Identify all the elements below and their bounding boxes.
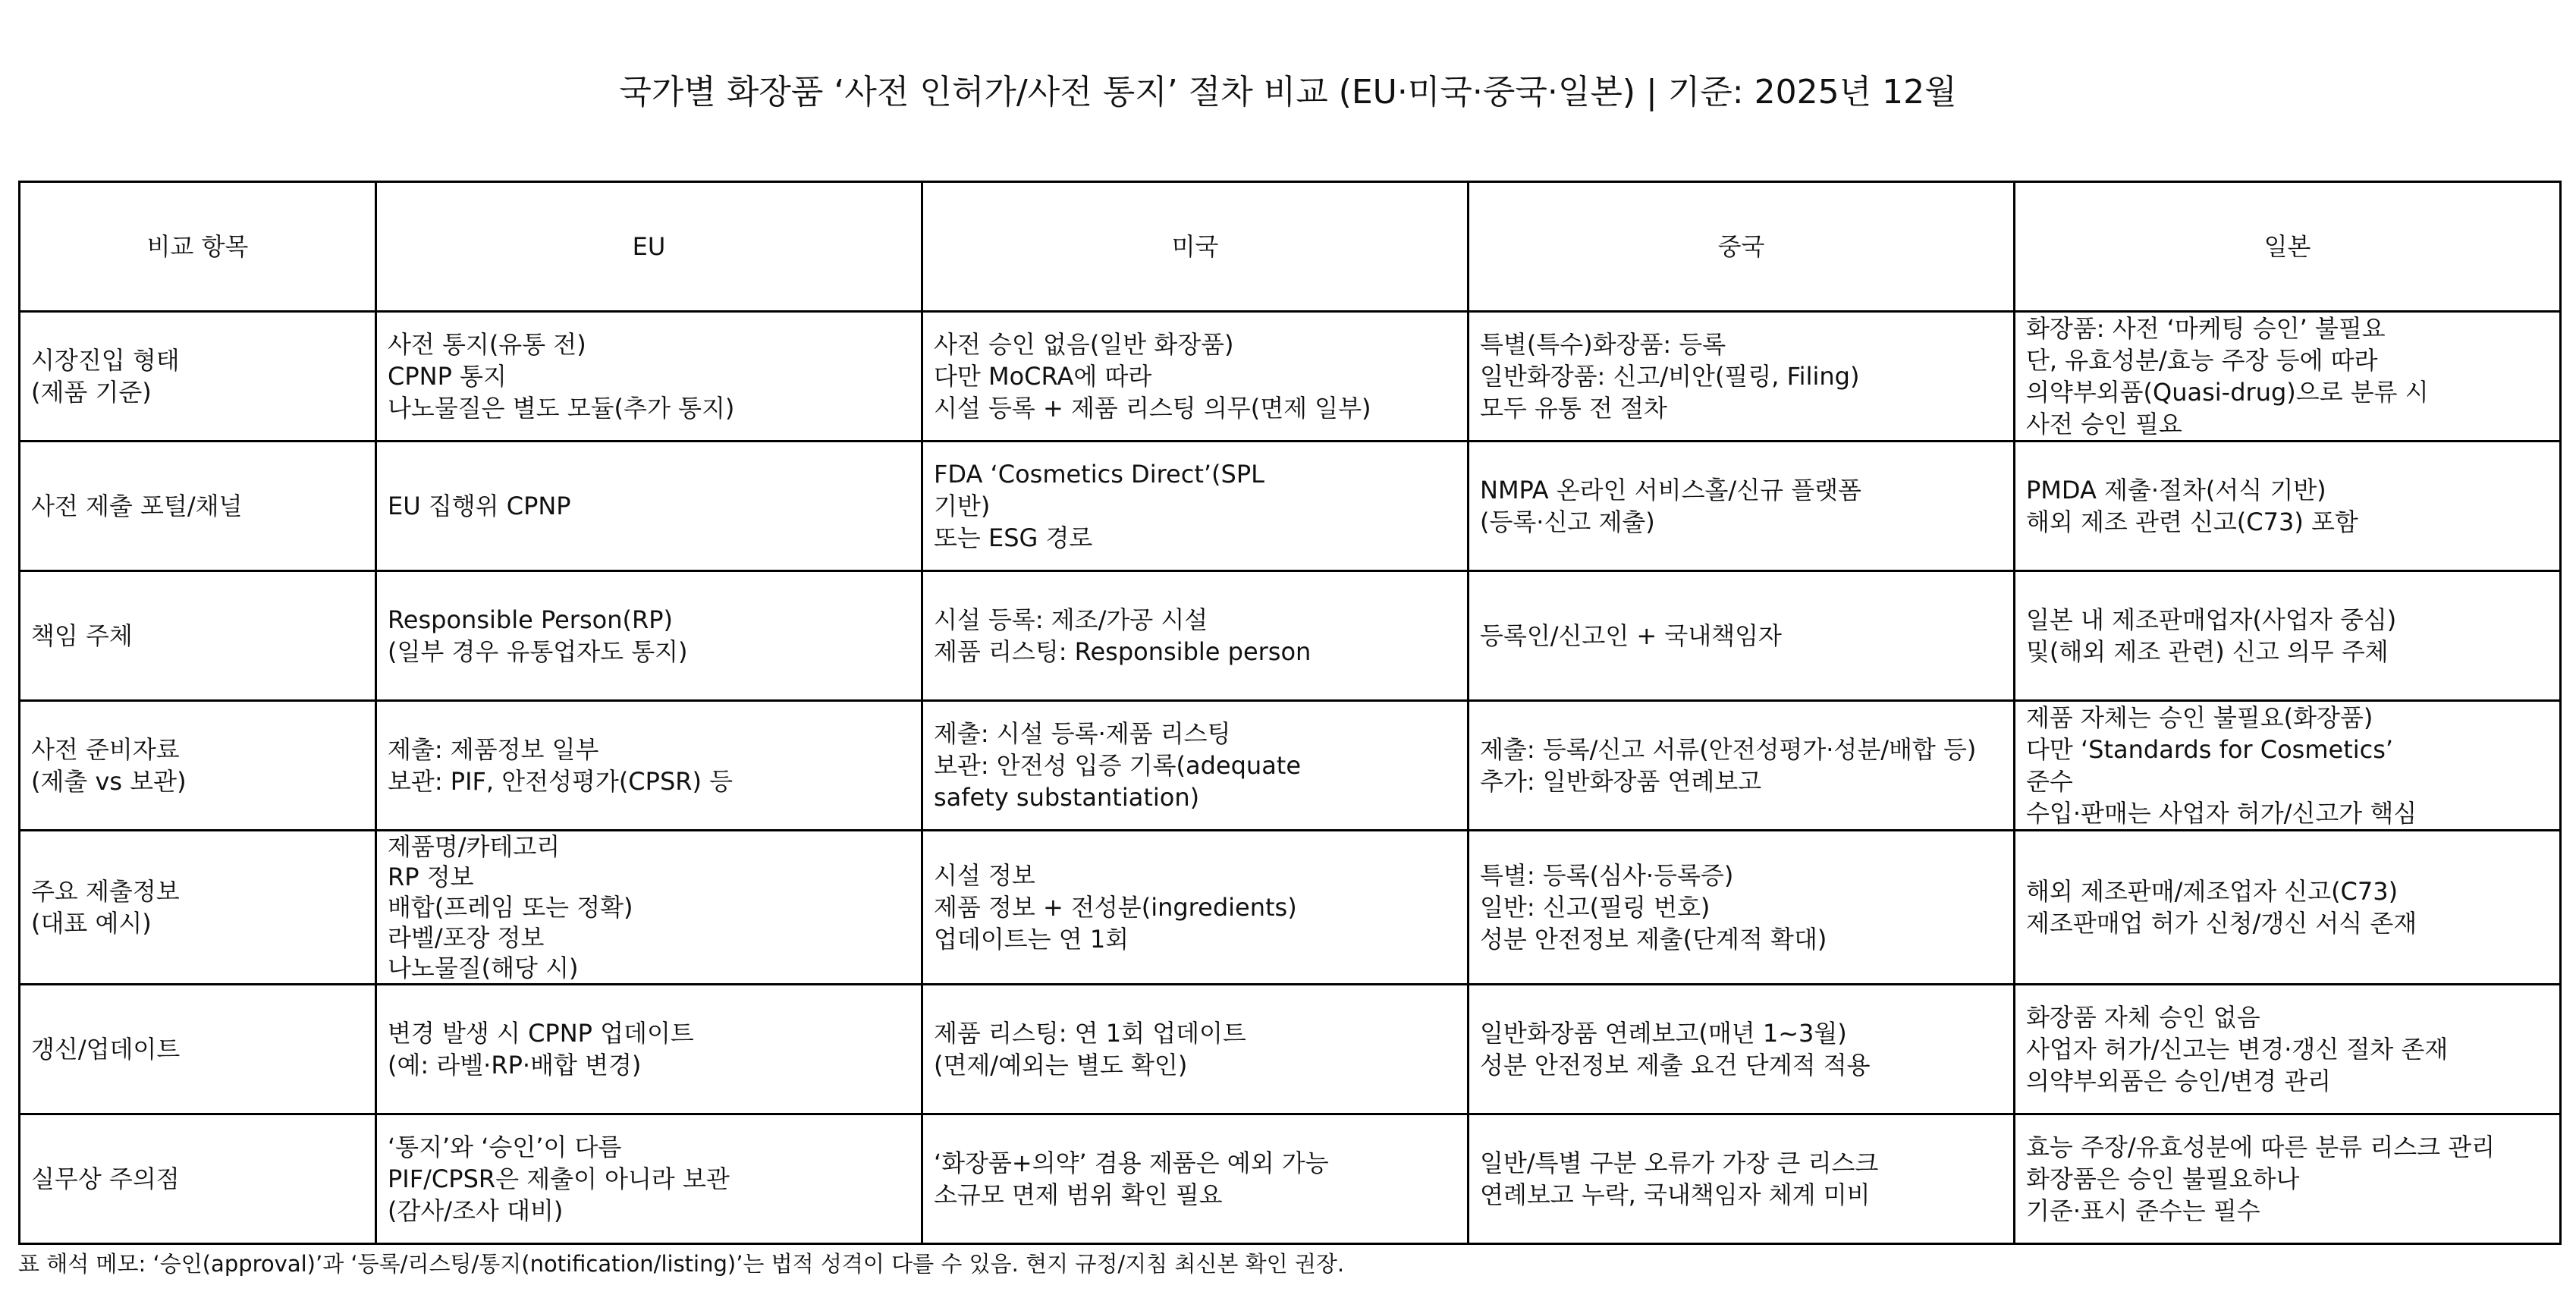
cell-line: 보관: PIF, 안전성평가(CPSR) 등 [388, 767, 734, 796]
cell-line: 추가: 일반화장품 연례보고 [1480, 767, 1762, 796]
cell-line: PMDA 제출·절차(서식 기반) [2026, 476, 2326, 504]
cell-text [1480, 1017, 2003, 1081]
cell-text [388, 734, 910, 797]
comparison-item-cell [20, 442, 376, 571]
cell-line: 제품 정보 + 전성분(ingredients) [934, 893, 1297, 922]
cell-line: 시설 등록: 제조/가공 시설 [934, 605, 1208, 634]
japan-cell [2015, 985, 2561, 1114]
cell-line: (제출 vs 보관) [31, 767, 187, 796]
cell-line: 다만 MoCRA에 따라 [934, 362, 1152, 391]
usa-cell [922, 571, 1469, 701]
cell-text [934, 604, 1456, 668]
cell-text [31, 734, 364, 797]
japan-cell [2015, 1114, 2561, 1244]
cell-text [31, 1163, 364, 1195]
china-cell [1469, 571, 2015, 701]
cell-line: (일부 경우 유통업자도 통지) [388, 637, 688, 666]
cell-line: 다만 ‘Standards for Cosmetics’ [2026, 735, 2394, 764]
cell-line: 제출: 제품정보 일부 [388, 735, 599, 764]
table-row [20, 701, 2561, 831]
cell-text [934, 860, 1456, 955]
cell-line: NMPA 온라인 서비스홀/신규 플랫폼 [1480, 476, 1861, 504]
cell-line: (제품 기준) [31, 378, 152, 407]
cell-line: 업데이트는 연 1회 [934, 925, 1129, 954]
table-row [20, 442, 2561, 571]
cell-line: 사전 통지(유통 전) [388, 330, 586, 359]
china-cell [1469, 985, 2015, 1114]
cell-line: 실무상 주의점 [31, 1164, 180, 1193]
cell-text [388, 328, 910, 424]
cell-line: 기준·표시 준수는 필수 [2026, 1196, 2260, 1225]
china-cell [1469, 831, 2015, 985]
cell-line: 연례보고 누락, 국내책임자 체계 미비 [1480, 1180, 1871, 1209]
china-cell [1469, 1114, 2015, 1244]
cell-line: 사전 준비자료 [31, 735, 180, 764]
cell-text [1480, 474, 2003, 538]
cell-text [1480, 860, 2003, 955]
comparison-item-cell [20, 701, 376, 831]
cell-text [2026, 1131, 2549, 1227]
cell-text [388, 604, 910, 668]
cell-line: 나노물질(해당 시) [388, 954, 579, 982]
usa-cell [922, 831, 1469, 985]
footnote: 표 해석 메모: ‘승인(approval)’과 ‘등록/리스팅/통지(notification/listing)’는 법적 성격이 다를 수 있음. 현지 규정/지침 최신본 확인 권장. [18, 1251, 1345, 1277]
cell-text [31, 490, 364, 522]
cell-line: 모두 유통 전 절차 [1480, 394, 1667, 423]
cell-line: 제조판매업 허가 신청/갱신 서식 존재 [2026, 909, 2417, 938]
cell-line: 나노물질은 별도 모듈(추가 통지) [388, 394, 735, 423]
cell-text [2026, 875, 2549, 939]
cell-line: 단, 유효성분/효능 주장 등에 따라 [2026, 346, 2378, 375]
cell-line: 사전 제출 포털/채널 [31, 492, 243, 520]
table-row [20, 1114, 2561, 1244]
cell-line: 제품명/카테고리 [388, 832, 561, 861]
cell-text [31, 875, 364, 939]
cell-line: Responsible Person(RP) [388, 605, 673, 634]
header-usa: 미국 [922, 182, 1469, 312]
cell-line: 화장품 자체 승인 없음 [2026, 1003, 2260, 1032]
cell-text [1480, 620, 2003, 652]
cell-line: 제품 리스팅: Responsible person [934, 637, 1312, 666]
cell-line: safety substantiation) [934, 783, 1200, 812]
cell-line: 및(해외 제조 관련) 신고 의무 주체 [2026, 637, 2389, 666]
cell-text [31, 1033, 364, 1065]
japan-cell [2015, 571, 2561, 701]
cell-text [1480, 328, 2003, 424]
cell-text [2026, 702, 2549, 829]
cell-line: 준수 [2026, 767, 2073, 796]
cell-text [388, 1017, 910, 1081]
cell-line: 시장진입 형태 [31, 346, 180, 375]
cell-line: 해외 제조 관련 신고(C73) 포함 [2026, 508, 2358, 536]
cell-line: 등록인/신고인 + 국내책임자 [1480, 621, 1782, 650]
cell-line: 제출: 등록/신고 서류(안전성평가·성분/배합 등) [1480, 735, 1977, 764]
cell-line: 일반화장품 연례보고(매년 1~3월) [1480, 1019, 1847, 1048]
cell-line: 제품 리스팅: 연 1회 업데이트 [934, 1019, 1246, 1048]
cell-line: 갱신/업데이트 [31, 1035, 181, 1064]
table-row [20, 831, 2561, 985]
cell-line: (감사/조사 대비) [388, 1196, 564, 1225]
cell-text [2026, 474, 2549, 538]
cell-line: 또는 ESG 경로 [934, 523, 1093, 552]
eu-cell [376, 831, 922, 985]
cell-line: 보관: 안전성 입증 기록(adequate [934, 751, 1302, 780]
japan-cell [2015, 831, 2561, 985]
cell-line: 사전 승인 필요 [2026, 410, 2182, 438]
header-eu: EU [376, 182, 922, 312]
japan-cell [2015, 442, 2561, 571]
cell-text [2026, 1001, 2549, 1097]
cell-line: ‘화장품+의약’ 겸용 제품은 예외 가능 [934, 1149, 1329, 1177]
table-body [20, 312, 2561, 1244]
cell-line: PIF/CPSR은 제출이 아니라 보관 [388, 1164, 730, 1193]
comparison-item-cell [20, 312, 376, 442]
cell-line: 시설 정보 [934, 861, 1035, 890]
japan-cell [2015, 312, 2561, 442]
eu-cell [376, 701, 922, 831]
cell-text [388, 490, 910, 522]
cell-line: 책임 주체 [31, 621, 133, 650]
cell-line: 화장품: 사전 ‘마케팅 승인’ 불필요 [2026, 314, 2386, 343]
usa-cell [922, 1114, 1469, 1244]
cell-line: 성분 안전정보 제출(단계적 확대) [1480, 925, 1827, 954]
cell-line: 시설 등록 + 제품 리스팅 의무(면제 일부) [934, 394, 1371, 423]
usa-cell [922, 701, 1469, 831]
comparison-item-cell [20, 985, 376, 1114]
cell-text [934, 328, 1456, 424]
eu-cell [376, 1114, 922, 1244]
cell-line: (면제/예외는 별도 확인) [934, 1051, 1188, 1080]
cell-line: 일반화장품: 신고/비안(필링, Filing) [1480, 362, 1860, 391]
header-china: 중국 [1469, 182, 2015, 312]
cell-line: 소규모 면제 범위 확인 필요 [934, 1180, 1223, 1209]
cell-line: (예: 라벨·RP·배합 변경) [388, 1051, 642, 1080]
china-cell [1469, 701, 2015, 831]
cell-text [2026, 313, 2549, 440]
cell-line: 제출: 시설 등록·제품 리스팅 [934, 719, 1231, 748]
cell-line: 사업자 허가/신고는 변경·갱신 절차 존재 [2026, 1035, 2449, 1064]
eu-cell [376, 442, 922, 571]
eu-cell [376, 571, 922, 701]
cell-text [934, 1147, 1456, 1211]
cell-text [388, 1131, 910, 1227]
cell-line: 기반) [934, 492, 991, 520]
cell-line: 주요 제출정보 [31, 877, 180, 906]
table-row [20, 985, 2561, 1114]
cell-line: (대표 예시) [31, 909, 152, 938]
cell-text [1480, 1147, 2003, 1211]
cell-line: (등록·신고 제출) [1480, 508, 1655, 536]
cell-text [31, 344, 364, 408]
table-header-row [20, 182, 2561, 312]
comparison-item-cell [20, 831, 376, 985]
cell-line: 특별(특수)화장품: 등록 [1480, 330, 1726, 359]
usa-cell [922, 442, 1469, 571]
cell-text [934, 718, 1456, 813]
eu-cell [376, 312, 922, 442]
cell-line: 해외 제조판매/제조업자 신고(C73) [2026, 877, 2399, 906]
cell-line: 효능 주장/유효성분에 따른 분류 리스크 관리 [2026, 1133, 2496, 1161]
cell-line: CPNP 통지 [388, 362, 507, 391]
table-row [20, 312, 2561, 442]
cell-text [2026, 604, 2549, 668]
cell-text [934, 458, 1456, 554]
cell-line: 일반/특별 구분 오류가 가장 큰 리스크 [1480, 1149, 1879, 1177]
comparison-item-cell [20, 571, 376, 701]
header-japan: 일본 [2015, 182, 2561, 312]
cell-line: 일반: 신고(필링 번호) [1480, 893, 1711, 922]
cell-line: 변경 발생 시 CPNP 업데이트 [388, 1019, 694, 1048]
cell-line: 일본 내 제조판매업자(사업자 중심) [2026, 605, 2397, 634]
cell-line: 성분 안전정보 제출 요건 단계적 적용 [1480, 1051, 1871, 1080]
china-cell [1469, 442, 2015, 571]
eu-cell [376, 985, 922, 1114]
cell-line: FDA ‘Cosmetics Direct’(SPL [934, 460, 1264, 489]
table-row [20, 571, 2561, 701]
cell-text [31, 620, 364, 652]
cell-line: 제품 자체는 승인 불필요(화장품) [2026, 703, 2373, 732]
cell-line: ‘통지’와 ‘승인’이 다름 [388, 1133, 622, 1161]
cell-text [388, 831, 910, 983]
cell-text [934, 1017, 1456, 1081]
cell-line: 라벨/포장 정보 [388, 923, 545, 952]
usa-cell [922, 312, 1469, 442]
china-cell [1469, 312, 2015, 442]
cell-line: 의약부외품(Quasi-drug)으로 분류 시 [2026, 378, 2429, 407]
cell-line: 수입·판매는 사업자 허가/신고가 핵심 [2026, 799, 2417, 828]
cell-line: 배합(프레임 또는 정확) [388, 893, 633, 922]
cell-line: 특별: 등록(심사·등록증) [1480, 861, 1734, 890]
cell-line: 의약부외품은 승인/변경 관리 [2026, 1067, 2332, 1095]
header-comparison-item: 비교 항목 [20, 182, 376, 312]
comparison-table [18, 181, 2562, 1245]
japan-cell [2015, 701, 2561, 831]
cell-line: RP 정보 [388, 863, 474, 891]
page-title: 국가별 화장품 ‘사전 인허가/사전 통지’ 절차 비교 (EU·미국·중국·일본) | 기준: 2025년 12월 [619, 73, 1957, 112]
cell-line: EU 집행위 CPNP [388, 492, 571, 520]
cell-text [1480, 734, 2003, 797]
cell-line: 사전 승인 없음(일반 화장품) [934, 330, 1234, 359]
comparison-item-cell [20, 1114, 376, 1244]
usa-cell [922, 985, 1469, 1114]
cell-line: 화장품은 승인 불필요하나 [2026, 1164, 2300, 1193]
